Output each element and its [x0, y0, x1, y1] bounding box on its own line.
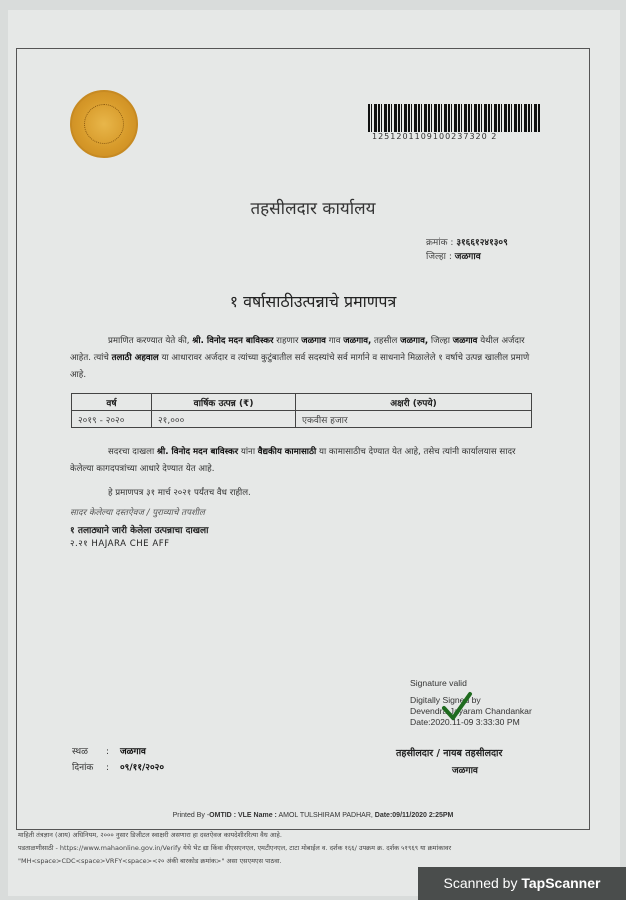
office-title: तहसीलदार कार्यालय: [250, 199, 376, 219]
scanner-watermark: Scanned by TapScanner: [418, 867, 626, 900]
signature-valid: Signature valid: [410, 678, 467, 688]
certificate-title: १ वर्षासाठीउत्पन्नाचे प्रमाणपत्र: [229, 292, 397, 311]
certificate-paragraph-2: सदरचा दाखला श्री. विनोद मदन बाविस्कर यांना वैद्यकीय कामासाठी या कामासाठीच देण्यात येत आहे, तसेच त्यांनी कार्यालयास सादर केलेल्या कागदपत्रांच्या आधारे देण्यात येत आहे.: [70, 447, 516, 474]
footnote-1: माहिती तंत्रज्ञान (आय) अधिनियम, २००० नुसार डिजीटल स्वाक्षरी असणारा हा दस्तऐवज कायदेशीररित्या वैध आहे.: [18, 831, 282, 839]
footnote-2: पडताळणीसाठी - https://www.mahaonline.gov.in/Verify येथे भेट द्या किंवा वीएसएनएल, एमटीएनएल, टाटा मोबाईल व. दर्शक १६६/ उपक्रम क्र. दर्शक ५१९६९ या क्रमांकावर: [18, 844, 452, 852]
cell-year: २०१९ - २०२०: [72, 411, 152, 428]
signature-check-icon: [440, 690, 474, 724]
barcode-number: 1251201109100237320 2: [372, 132, 498, 141]
header-in-words: अक्षरी (रुपये): [296, 394, 532, 411]
cell-income: २१,०००: [152, 411, 296, 428]
ref-label: क्रमांक :: [426, 238, 454, 248]
issue-date: ०९/११/२०२०: [120, 763, 165, 773]
table-row: [72, 411, 532, 428]
place-row: स्थळ : जळगाव: [72, 747, 146, 757]
place-value: जळगाव: [120, 747, 146, 757]
table-header-row: [72, 394, 532, 411]
printed-by-line: Printed By -OMTID : VLE Name : AMOL TULSHIRAM PADHAR, Date:09/11/2020 2:25PM: [172, 812, 454, 819]
government-seal-icon: [70, 90, 138, 158]
purpose: वैद्यकीय कामासाठी: [257, 447, 317, 457]
reference-block: [426, 236, 508, 264]
cell-words: एकवीस हजार: [296, 411, 532, 428]
header-annual-income: वार्षिक उत्पन्न (₹): [152, 394, 296, 411]
digital-signature-block: Signature valid Digitally Signed by Devendra Jayaram Chandankar Date:2020.11-09 3:33:30 PM: [410, 678, 532, 727]
validity-statement: हे प्रमाणपत्र ३१ मार्च २०२१ पर्यंतच वैध राहील.: [108, 488, 251, 498]
district-value: जळगाव: [454, 252, 481, 262]
officer-location: जळगाव: [452, 766, 478, 776]
footnote-3: "MH<space>CDC<space>VRFY<space><२० अंकी बारकोड क्रमांक>" असा एसएमएस पाठवा.: [18, 857, 282, 865]
signer-name: Devendra Jayaram Chandankar: [410, 706, 532, 716]
date-row: दिनांक : ०९/११/२०२०: [72, 763, 165, 773]
applicant-name: श्री. विनोद मदन बाविस्कर: [192, 336, 274, 346]
header-year: वर्ष: [72, 394, 152, 411]
officer-title: तहसीलदार / नायब तहसीलदार: [396, 748, 503, 759]
list-item: १ तलाठ्याने जारी केलेला उत्पन्नाचा दाखला: [70, 526, 209, 536]
ref-number: ३१६६१२४१३०९: [456, 238, 508, 248]
signature-date: Date:2020.11-09 3:33:30 PM: [410, 717, 520, 727]
certificate-paragraph-1: प्रमाणित करण्यात येते की, श्री. विनोद मदन बाविस्कर राहणार जळगाव गाव जळगाव, तहसील जळगाव, जिल्हा जळगाव येथील अर्जदार आहेत. त्यांचे तलाठी अहवाल या आधारावर अर्जदार व त्यांच्या कुटुंबातील सर्व सदस्यांचे सर्व मार्गाने व साधनाने मिळालेले १ वर्षाचे उत्पन्न खालील प्रमाणे आहे.: [70, 336, 530, 380]
income-table: [71, 393, 532, 428]
district-label: जिल्हा :: [426, 252, 452, 262]
barcode: [368, 104, 540, 132]
documents-heading: सादर केलेल्या दस्तऐवज / पुराव्याचे तपशील: [70, 508, 205, 518]
list-item: २.२१ HAJARA CHE AFF: [70, 539, 170, 549]
